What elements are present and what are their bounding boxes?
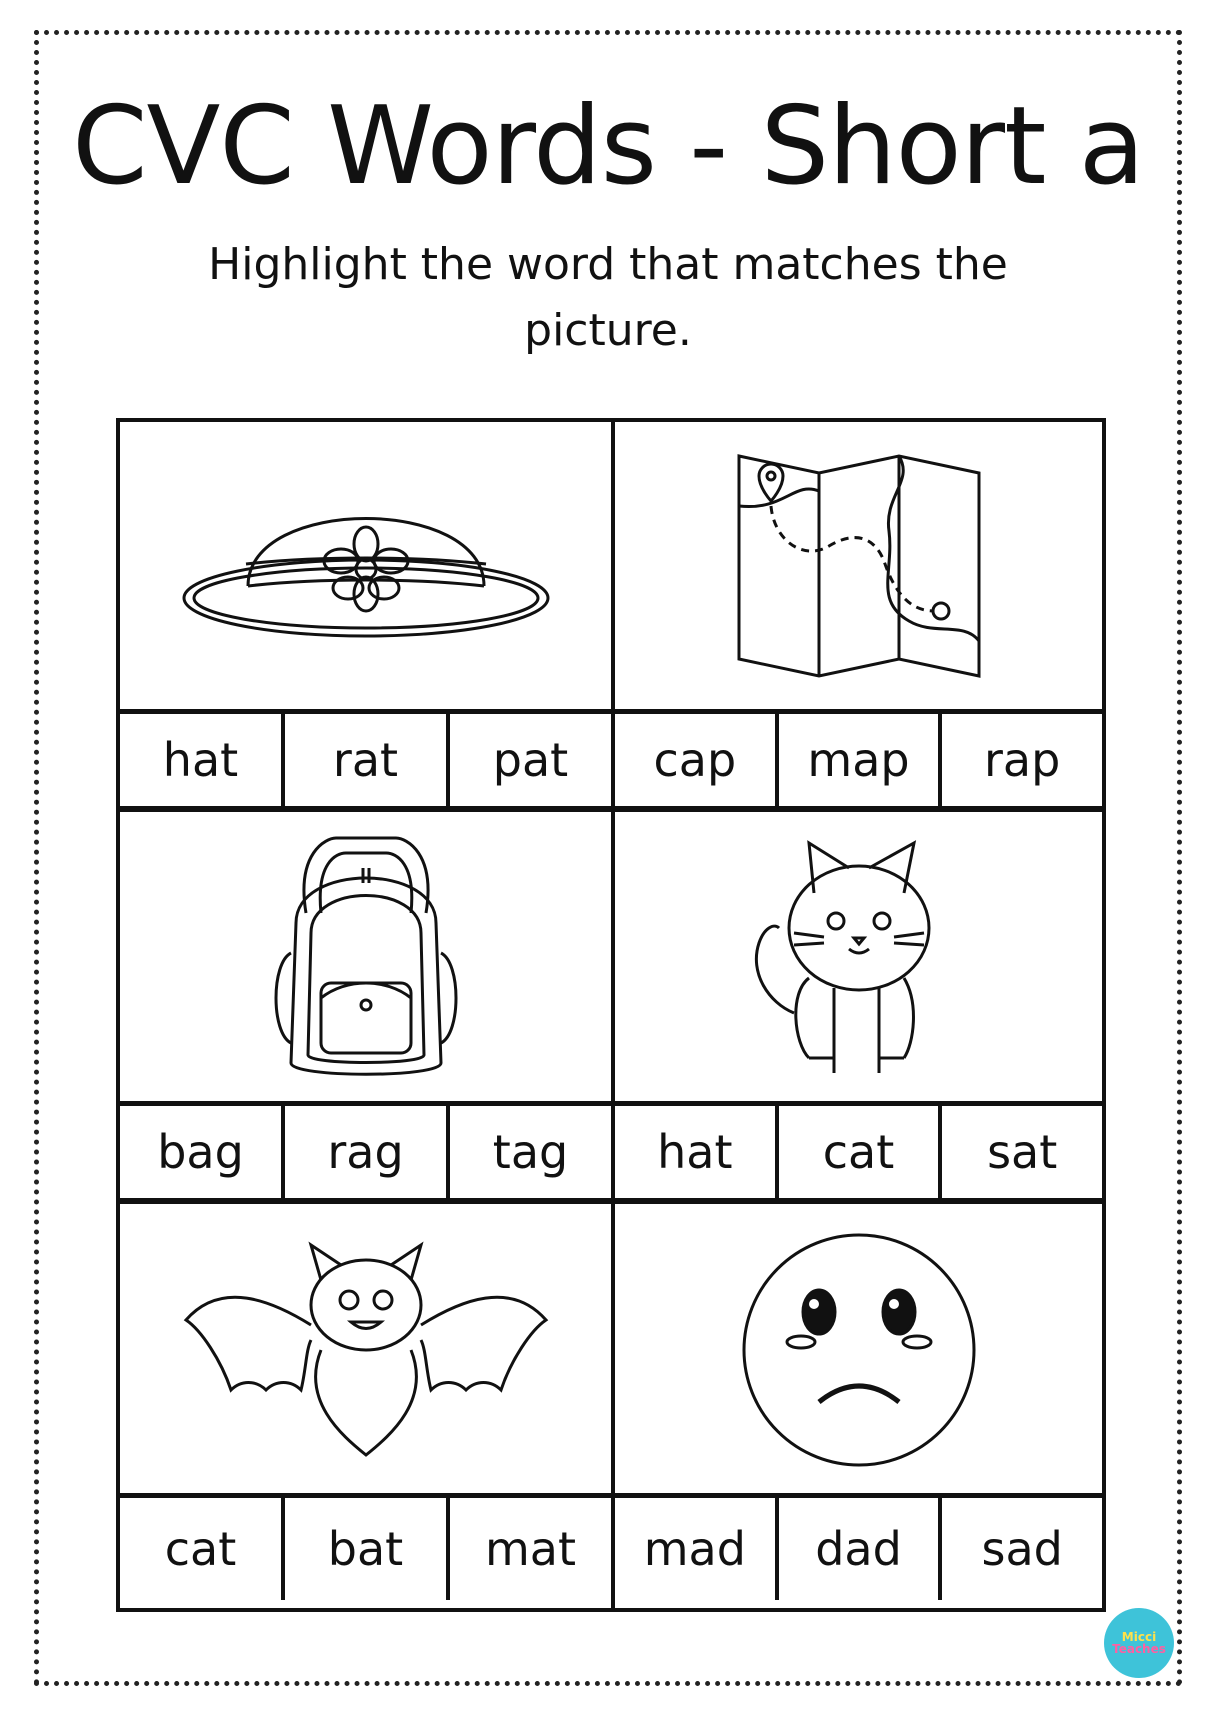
- picture-panel: [615, 814, 1102, 1106]
- worksheet-grid: [116, 418, 1106, 1612]
- word-option[interactable]: cat: [779, 1106, 943, 1198]
- cat-icon: [739, 833, 979, 1083]
- brand-logo: [1104, 1608, 1174, 1678]
- sad-face-icon: [739, 1230, 979, 1470]
- word-option[interactable]: mat: [484, 1522, 577, 1576]
- word-option[interactable]: sat: [987, 1125, 1058, 1179]
- picture-panel: [615, 1206, 1102, 1498]
- word-row: [615, 1498, 1102, 1600]
- word-option[interactable]: bat: [285, 1498, 450, 1600]
- word-row: [615, 1106, 1102, 1204]
- logo-line-2: Teaches: [1112, 1642, 1166, 1656]
- picture-panel: [120, 422, 611, 714]
- bat-icon: [181, 1240, 551, 1460]
- backpack-icon: [266, 833, 466, 1083]
- word-row: [120, 1498, 611, 1600]
- word-option[interactable]: map: [779, 714, 943, 806]
- word-option[interactable]: hat: [615, 1106, 779, 1198]
- word-option[interactable]: rag: [285, 1106, 450, 1198]
- map-icon: [734, 451, 984, 681]
- page-title: CVC Words - Short a: [72, 84, 1144, 209]
- instructions: Highlight the word that matches the picture.: [208, 239, 1008, 356]
- hat-icon: [176, 486, 556, 646]
- word-option[interactable]: hat: [120, 714, 285, 806]
- card-cat: [615, 814, 1102, 1206]
- card-hat: [120, 422, 611, 814]
- word-option[interactable]: pat: [492, 733, 569, 787]
- card-sad-face: [615, 1206, 1102, 1608]
- word-option[interactable]: sad: [981, 1522, 1063, 1576]
- word-option[interactable]: mad: [615, 1498, 779, 1600]
- picture-panel: [120, 1206, 611, 1498]
- logo-line-1: Micci: [1121, 1630, 1157, 1644]
- word-row: [120, 1106, 611, 1204]
- word-option[interactable]: cat: [120, 1498, 285, 1600]
- word-row: [120, 714, 611, 812]
- card-map: [615, 422, 1102, 814]
- word-option[interactable]: cap: [615, 714, 779, 806]
- word-option[interactable]: rap: [984, 733, 1061, 787]
- word-row: [615, 714, 1102, 812]
- word-option[interactable]: bag: [120, 1106, 285, 1198]
- card-bat: [120, 1206, 611, 1608]
- word-option[interactable]: rat: [285, 714, 450, 806]
- word-option[interactable]: dad: [779, 1498, 943, 1600]
- card-backpack: [120, 814, 611, 1206]
- picture-panel: [615, 422, 1102, 714]
- picture-panel: [120, 814, 611, 1106]
- word-option[interactable]: tag: [492, 1125, 569, 1179]
